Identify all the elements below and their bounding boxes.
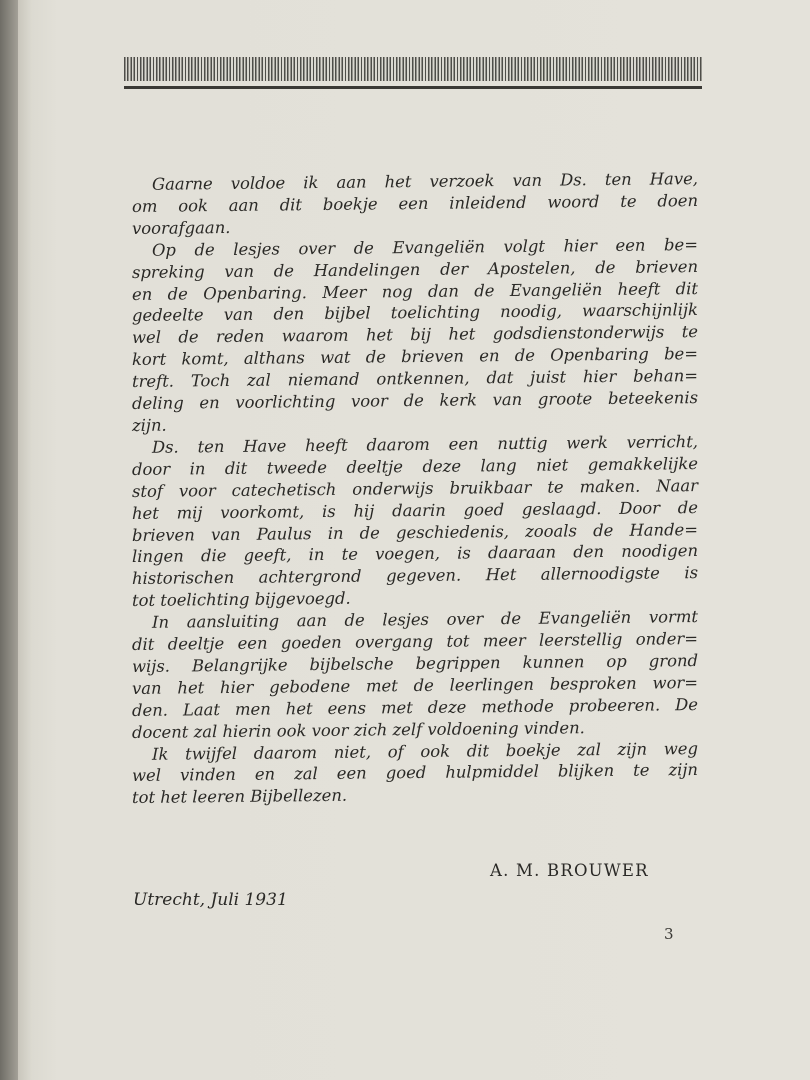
text-line: deling en voorlichting voor de kerk van groote beteekenis [132, 388, 698, 414]
text-line: stof voor catechetisch onderwijs bruikbaar te maken. Naar [132, 475, 698, 501]
text-line: zijn. [132, 415, 167, 435]
text-line: docent zal hierin ook voor zich zelf voldoening vinden. [132, 717, 585, 742]
paragraph [132, 234, 698, 437]
paragraph [132, 606, 698, 743]
text-line: van het hier gebodene met de leerlingen besproken wor= [132, 672, 698, 698]
text-line: het mij voorkomt, is hij daarin goed geslaagd. Door de [132, 497, 698, 523]
signature: A. M. BROUWER [490, 861, 649, 880]
paragraph [132, 431, 698, 612]
text-line: om ook aan dit boekje een inleidend woord te doen [132, 190, 698, 216]
text-line: spreking van de Handelingen der Apostelen, de brieven [132, 256, 698, 282]
header-rule [124, 86, 702, 89]
header-ornament-band [124, 57, 702, 81]
book-spine-shadow [0, 0, 18, 1080]
text-line: wel de reden waarom het bij het godsdienstonderwijs te [132, 322, 698, 348]
text-line: lingen die geeft, in te voegen, is daaraan den noodigen [132, 541, 698, 567]
foreword-text [132, 168, 698, 809]
text-line: tot toelichting bijgevoegd. [132, 588, 351, 611]
text-line: brieven van Paulus in de geschiedenis, zooals de Hande= [132, 519, 698, 545]
text-line: Ds. ten Have heeft daarom een nuttig werk verricht, [152, 431, 698, 457]
text-line: In aansluiting aan de lesjes over de Evangeliën vormt [152, 607, 698, 632]
page-number: 3 [664, 925, 674, 943]
text-line: dit deeltje een goeden overgang tot meer leerstellig onder= [132, 629, 698, 655]
text-line: treft. Toch zal niemand ontkennen, dat juist hier behan= [132, 366, 698, 392]
paragraph [132, 168, 698, 240]
text-line: Gaarne voldoe ik aan het verzoek van Ds. ten Have, [152, 169, 698, 194]
text-line: gedeelte van den bijbel toelichting noodig, waarschijnlijk [132, 300, 698, 326]
place-date: Utrecht, Juli 1931 [133, 890, 288, 910]
text-line: voorafgaan. [132, 217, 231, 238]
text-line: kort komt, althans wat de brieven en de Openbaring be= [132, 344, 698, 370]
text-line: wijs. Belangrijke bijbelsche begrippen kunnen op grond [132, 651, 698, 676]
text-line: den. Laat men het eens met deze methode probeeren. De [132, 694, 698, 720]
text-line: door in dit tweede deeltje deze lang niet gemakkelijke [132, 453, 698, 479]
text-line: historischen achtergrond gegeven. Het allernoodigste is [132, 563, 698, 589]
text-line: wel vinden en zal een goed hulpmiddel blijken te zijn [132, 760, 698, 786]
text-line: Op de lesjes over de Evangeliën volgt hier een be= [152, 234, 698, 260]
text-line: Ik twijfel daarom niet, of ook dit boekje zal zijn weg [152, 738, 698, 764]
text-line: en de Openbaring. Meer nog dan de Evangeliën heeft dit [132, 278, 698, 304]
paragraph [132, 738, 698, 810]
text-line: tot het leeren Bijbellezen. [132, 786, 348, 808]
